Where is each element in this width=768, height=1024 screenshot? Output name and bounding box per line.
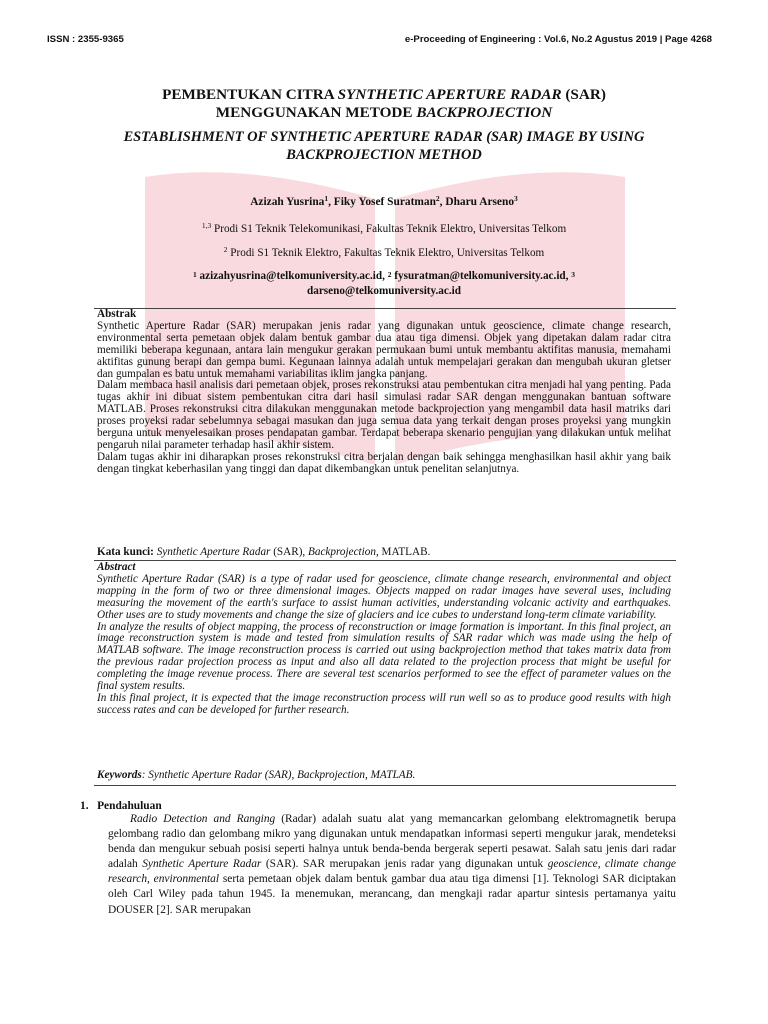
divider-middle — [94, 560, 676, 561]
title-indonesian: PEMBENTUKAN CITRA SYNTHETIC APERTURE RADAR (SAR) MENGGUNAKAN METODE BACKPROJECTION — [162, 86, 606, 121]
abstract-paragraph: In analyze the results of object mapping, the process of reconstruction or image formation is important. In this final project, an image reconstruction system is made and tested from simulation results of SAR radar which was made using the help of MATLAB software. The image reconstruction process is carried out using backprojection method that takes matrix data from the previous radar projection process as input and also all data related to the projection process that might be useful for completing the image revenue process. There are several test scenarios performed to see the effect of parameter values on the final system results. — [97, 620, 671, 693]
author-list: Azizah Yusrina$^1$, Fiky Yosef Suratman$^2$, Dharu Arseno$^3$ — [250, 194, 518, 208]
abstrak-heading: Abstrak — [97, 308, 137, 320]
abstract-paragraph: In this final project, it is expected that the image reconstruction process will run well so as to produce good results with high success rates and can be developed for further research. — [97, 691, 671, 716]
title-english: ESTABLISHMENT OF SYNTHETIC APERTURE RADAR (SAR) IMAGE BY USING BACKPROJECTION METHOD — [123, 129, 645, 163]
divider-bottom — [94, 785, 676, 786]
section-heading: 1. Pendahuluan — [80, 800, 162, 812]
affiliation-2: $^2$ Prodi S1 Teknik Elektro, Fakultas Teknik Elektro, Universitas Telkom — [223, 245, 545, 259]
affiliation-1: $^{1,3}$ Prodi S1 Teknik Telekomunikasi, Fakultas Teknik Elektro, Universitas Telkom — [201, 221, 567, 235]
author-emails: $^1$ azizahyusrina@telkomuniversity.ac.id, $^2$ fysuratman@telkomuniversity.ac.id, $^3$ darseno@telkomuniversity.ac.id — [193, 270, 575, 297]
keywords: Keywords: Synthetic Aperture Radar (SAR), Backprojection, MATLAB. — [97, 769, 416, 781]
kata-kunci: Kata kunci: Synthetic Aperture Radar (SAR), Backprojection, MATLAB. — [97, 546, 431, 558]
abstract-section — [97, 562, 671, 717]
journal-header: e-Proceeding of Engineering : Vol.6, No.2 Agustus 2019 | Page 4268 — [404, 34, 712, 45]
abstract-heading: Abstract — [97, 561, 136, 573]
abstrak-paragraph: Dalam tugas akhir ini diharapkan proses rekonstruksi citra berjalan dengan baik sehingga menghasilkan hasil akhir yang baik dengan tingkat keberhasilan yang tinggi dan dapat dikembangkan untuk penelitan selanjutnya. — [97, 450, 671, 475]
issn-header: ISSN : 2355-9365 — [47, 34, 124, 45]
abstrak-section — [97, 309, 671, 476]
introduction-text: Radio Detection and Ranging (Radar) adalah suatu alat yang memancarkan gelombang elektromagnetik berupa gelombang radio dan gelombang mikro yang digunakan untuk mendapatkan informasi seperti mengukur jarak, mendeteksi benda dan mengukur sebuah posisi seperti halnya untuk benda-benda bergerak seperti pesawat. Salah satu jenis dari radar adalah Synthetic Aperture Radar (SAR). SAR merupakan jenis radar yang digunakan untuk geoscience, climate change research, environmental serta pemetaan objek dalam bentuk gambar dua atau tiga dimensi [1]. Teknologi SAR diciptakan oleh Carl Wiley pada tahun 1945. Ia menemukan, merancang, dan mengkaji radar apartur sintesis pertamanya yaitu DOUSER [2]. SAR merupakan — [108, 813, 676, 916]
abstrak-paragraph: Dalam membaca hasil analisis dari pemetaan objek, proses rekonstruksi atau pembentukan citra menjadi hal yang penting. Pada tugas akhir ini dibuat sistem pembentukan citra dari hasil simulasi radar SAR dengan menggunakan bantuan software MATLAB. Proses rekonstruksi citra dilakukan menggunakan metode backprojection yang mengambil data hasil matriks dari proses proyeksi radar sebelumnya sebagai masukan dan juga semua data yang terkait dengan proses proyeksi yang mungkin berguna untuk menyelesaikan proses pendapatan gambar. Terdapat beberapa skenario pengujian yang dilakukan untuk melihat pengaruh nilai parameter terhadap hasil akhir sistem. — [97, 379, 671, 451]
abstract-paragraph: Synthetic Aperture Radar (SAR) is a type of radar used for geoscience, climate change research, environmental and object mapping in the form of two or three dimensional images. Objects mapped on radar images have several uses, including measuring the movement of the earth's surface to assist human activities, understanding volcanic activity and earthquakes. Other uses are to study movements and change the size of glaciers and ice cubes to understand long-term climate variability. — [97, 572, 671, 621]
abstrak-paragraph: Synthetic Aperture Radar (SAR) merupakan jenis radar yang digunakan untuk geoscience, climate change research, environmental serta pemetaan objek dalam bentuk gambar dua atau tiga dimensi. Objek yang dipetakan dalam radar citra memiliki beberapa kegunaan, antara lain mengukur gerakan permukaan bumi untuk membantu aktifitas manusia, memahami aktifitas gunung berapi dan gempa bumi. Kegunaan lainnya adalah untuk mempelajari gerakan dan mengubah ukuran gletser dan gumpalan es batu untuk memahami variabilitas iklim jangka panjang. — [97, 319, 671, 380]
